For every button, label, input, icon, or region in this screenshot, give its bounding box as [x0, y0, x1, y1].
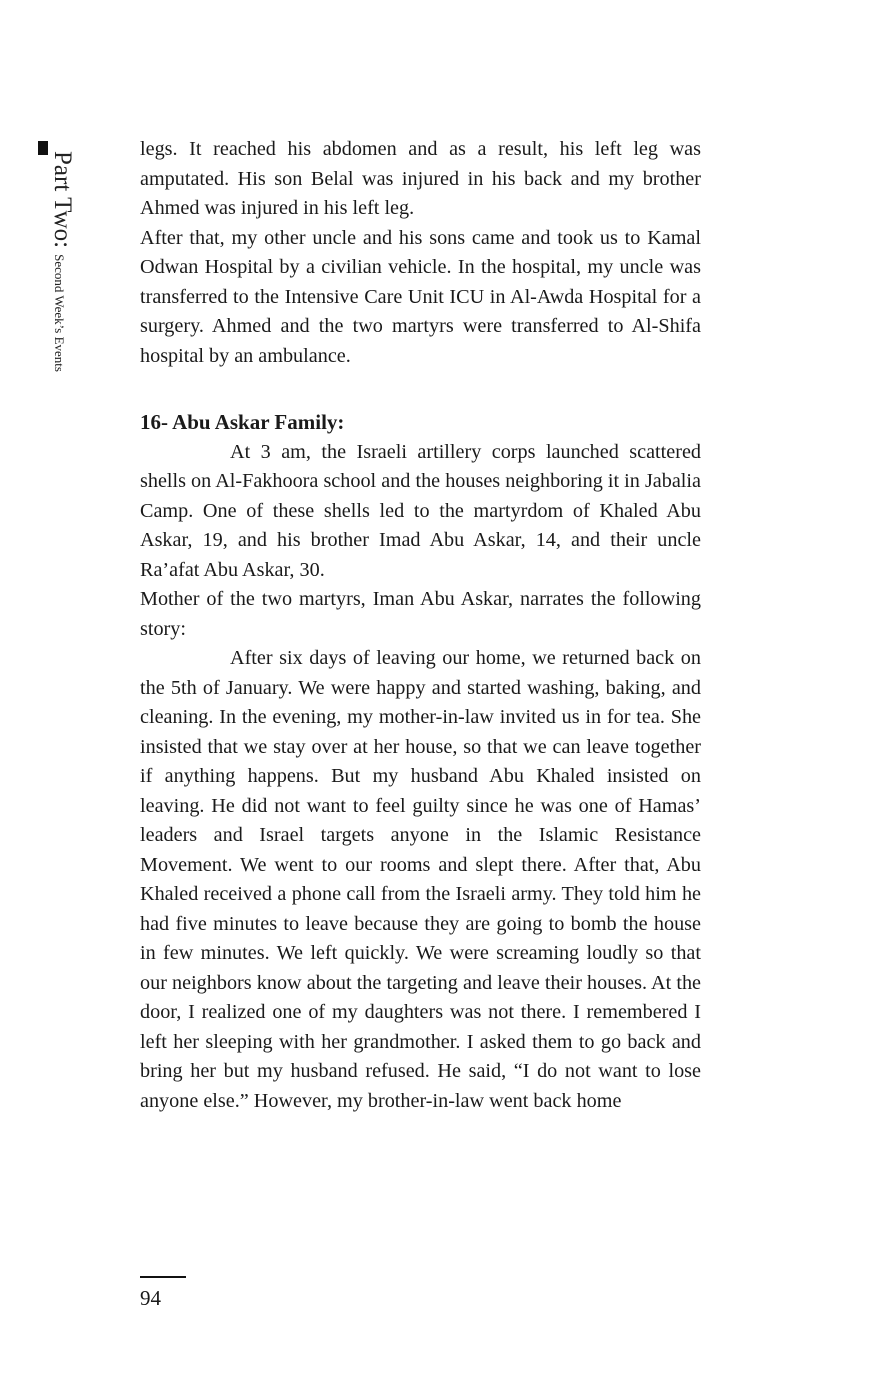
section-heading: 16- Abu Askar Family:	[140, 410, 345, 434]
section-label: Second Week’s Events	[52, 254, 67, 372]
running-section-header	[46, 151, 75, 372]
page-number: 94	[140, 1286, 161, 1310]
paragraph-2: After that, my other uncle and his sons came and took us to Kamal Odwan Hospital by a civilian vehicle. In the hospital, my uncle was transferred to the Intensive Care Unit ICU in Al-Awda Hospital for a surgery. Ahmed and the two martyrs were transferred to Al-Shifa hospital by an ambulance.	[140, 226, 701, 367]
paragraph-5: After six days of leaving our home, we returned back on the 5th of January. We were happy and started washing, baking, and cleaning. In the evening, my mother-in-law invited us in for tea. She insisted that we stay over at her house, so that we can leave together if anything happens. But my husband Abu Khaled insisted on leaving. He did not want to feel guilty since he was one of Hamas’ leaders and Israel targets anyone in the Islamic Resistance Movement. We went to our rooms and slept there. After that, Abu Khaled received a phone call from the Israeli army. They told him he had five minutes to leave because they are going to bomb the house in few minutes. We left quickly. We were screaming loudly so that our neighbors know about the targeting and leave their houses. At the door, I realized one of my daughters was not there. I remembered I left her sleeping with her grandmother. I asked them to go back and bring her but my husband refused. He said, “I do not want to lose anyone else.” However, my brother-in-law went back home	[140, 647, 701, 1112]
part-label: Part Two:	[49, 151, 76, 249]
paragraph-1: legs. It reached his abdomen and as a result, his left leg was amputated. His son Belal was injured in his back and my brother Ahmed was injured in his left leg.	[140, 138, 701, 219]
paragraph-3: At 3 am, the Israeli artillery corps launched scattered shells on Al-Fakhoora school and the houses neighboring it in Jabalia Camp. One of these shells led to the martyrdom of Khaled Abu Askar, 19, and his brother Imad Abu Askar, 14, and their uncle Ra’afat Abu Askar, 30.	[140, 440, 701, 581]
page-body	[140, 135, 701, 1116]
paragraph-4: Mother of the two martyrs, Iman Abu Askar, narrates the following story:	[140, 588, 701, 640]
footer-rule	[140, 1276, 186, 1278]
